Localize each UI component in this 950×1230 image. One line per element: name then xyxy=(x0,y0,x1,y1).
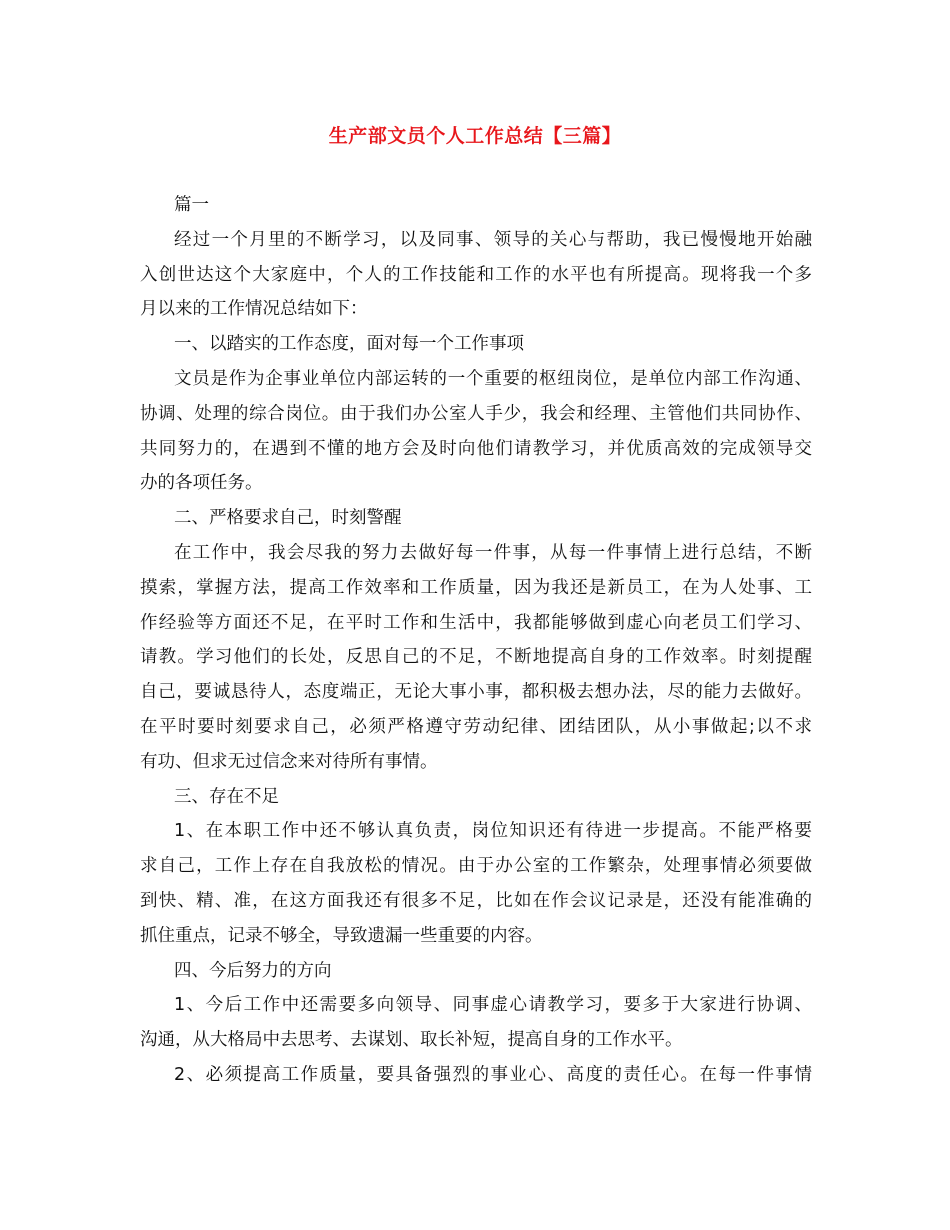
text-line: 摸索，掌握方法，提高工作效率和工作质量，因为我还是新员工，在为人处事、工 xyxy=(140,577,812,598)
text-line: 月以来的工作情况总结如下： xyxy=(140,299,368,320)
text-line: 共同努力的，在遇到不懂的地方会及时向他们请教学习，并优质高效的完成领导交 xyxy=(140,438,812,459)
text-line: 文员是作为企事业单位内部运转的一个重要的枢纽岗位，是单位内部工作沟通、 xyxy=(174,368,812,389)
text-line: 三、存在不足 xyxy=(174,786,279,807)
text-line: 四、今后努力的方向 xyxy=(174,960,332,981)
text-line: 沟通，从大格局中去思考、去谋划、取长补短，提高自身的工作水平。 xyxy=(140,1030,683,1051)
document-title: 生产部文员个人工作总结【三篇】 xyxy=(328,125,622,147)
text-line: 1、在本职工作中还不够认真负责，岗位知识还有待进一步提高。不能严格要 xyxy=(174,821,812,842)
text-line: 到快、精、准，在这方面我还有很多不足，比如在作会议记录是，还没有能准确的 xyxy=(140,890,812,911)
text-line: 求自己，工作上存在自我放松的情况。由于办公室的工作繁杂，处理事情必须要做 xyxy=(140,856,812,877)
text-line: 作经验等方面还不足，在平时工作和生活中，我都能够做到虚心向老员工们学习、 xyxy=(140,612,812,633)
text-line: 协调、处理的综合岗位。由于我们办公室人手少，我会和经理、主管他们共同协作、 xyxy=(140,403,812,424)
text-line: 二、严格要求自己，时刻警醒 xyxy=(174,508,402,529)
text-line: 请教。学习他们的长处，反思自己的不足，不断地提高自身的工作效率。时刻提醒 xyxy=(140,647,812,668)
text-line: 在平时要时刻要求自己，必须严格遵守劳动纪律、团结团队，从小事做起;以不求 xyxy=(140,716,812,737)
text-line: 2、必须提高工作质量，要具备强烈的事业心、高度的责任心。在每一件事情 xyxy=(174,1064,812,1085)
text-line: 1、今后工作中还需要多向领导、同事虚心请教学习，要多于大家进行协调、 xyxy=(174,995,812,1016)
text-line: 入创世达这个大家庭中，个人的工作技能和工作的水平也有所提高。现将我一个多 xyxy=(140,264,812,285)
text-line: 篇一 xyxy=(174,195,209,215)
text-line: 经过一个月里的不断学习，以及同事、领导的关心与帮助，我已慢慢地开始融 xyxy=(174,229,812,250)
text-line: 在工作中，我会尽我的努力去做好每一件事，从每一件事情上进行总结，不断 xyxy=(174,542,812,563)
text-line: 抓住重点，记录不够全，导致遗漏一些重要的内容。 xyxy=(140,925,543,946)
text-line: 一、以踏实的工作态度，面对每一个工作事项 xyxy=(174,334,524,355)
text-line: 自己，要诚恳待人，态度端正，无论大事小事，都积极去想办法，尽的能力去做好。 xyxy=(140,682,812,703)
text-line: 有功、但求无过信念来对待所有事情。 xyxy=(140,751,438,772)
document-body xyxy=(140,188,812,1093)
text-line: 办的各项任务。 xyxy=(140,473,263,494)
